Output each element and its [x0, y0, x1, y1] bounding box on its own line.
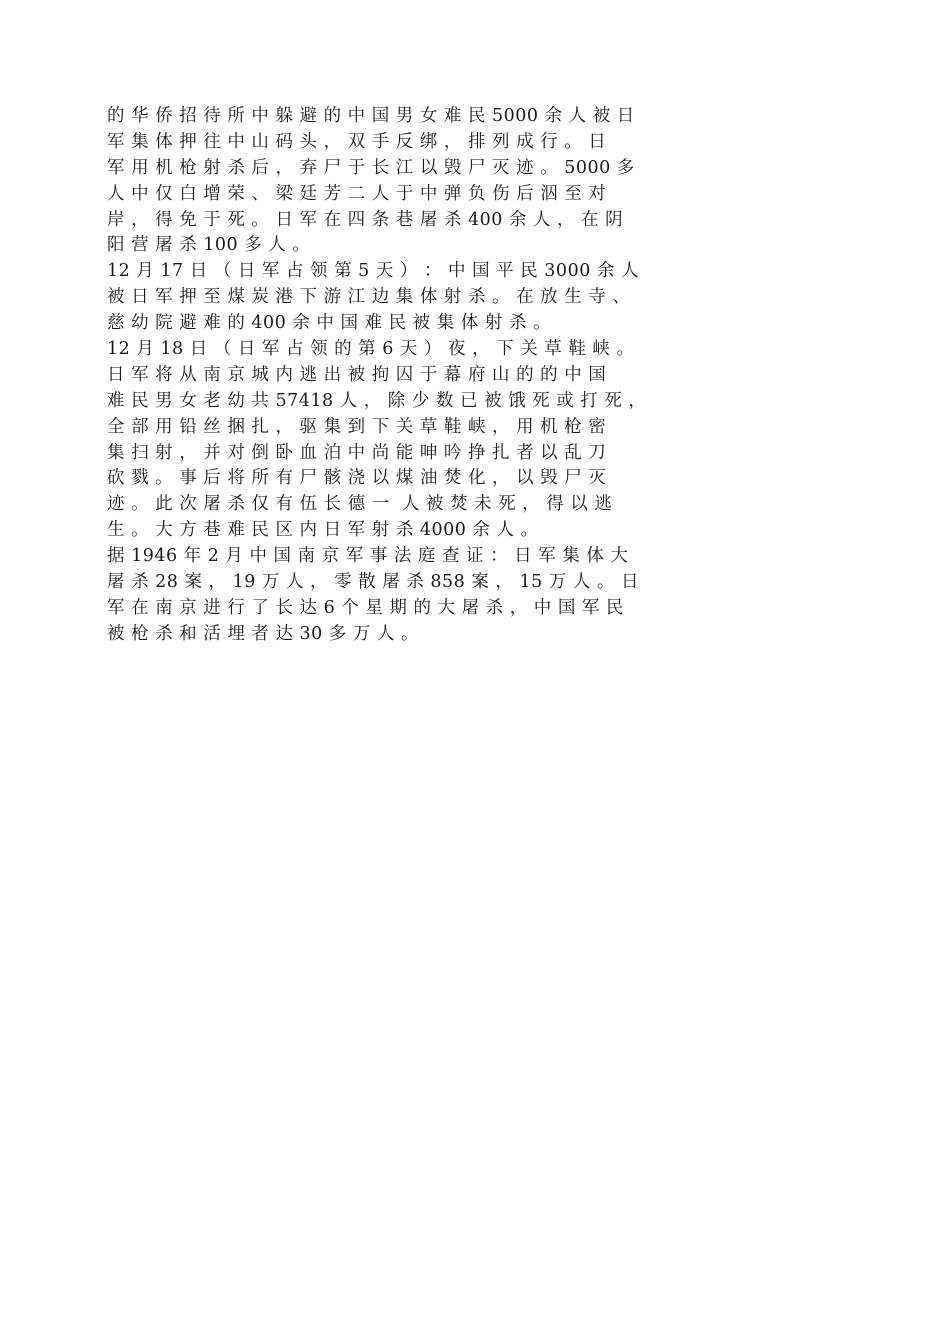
text-line: 军 用 机 枪 射 杀 后 ， 弃 尸 于 长 江 以 毁 尸 灭 迹 。 5000 多	[107, 157, 635, 178]
text-line: 岸 ， 得 免 于 死 。 日 军 在 四 条 巷 屠 杀 400 余 人 ， 在 阴	[107, 209, 624, 230]
text-line: 12 月 17 日 （ 日 军 占 领 第 5 天 ） ： 中 国 平 民 3000 余 人	[107, 261, 639, 282]
text-line: 被 枪 杀 和 活 埋 者 达 30 多 万 人 。	[107, 623, 420, 644]
text-line: 军 集 体 押 往 中 山 码 头 ， 双 手 反 绑 ， 排 列 成 行 。 日	[107, 131, 607, 152]
text-line: 军 在 南 京 进 行 了 长 达 6 个 星 期 的 大 屠 杀 ， 中 国 军 民	[107, 597, 624, 618]
text-line: 阳 营 屠 杀 100 多 人 。	[107, 235, 311, 256]
text-line: 集 扫 射 ， 并 对 倒 卧 血 泊 中 尚 能 呻 吟 挣 扎 者 以 乱 刀	[107, 442, 607, 463]
text-line: 日 军 将 从 南 京 城 内 逃 出 被 拘 囚 于 幕 府 山 的 的 中 国	[107, 364, 607, 385]
text-line: 12 月 18 日 （ 日 军 占 领 的 第 6 天 ） 夜 ， 下 关 草 鞋 峡 。	[107, 339, 635, 360]
text-line: 屠 杀 28 案 ， 19 万 人 ， 零 散 屠 杀 858 案 ， 15 万 人 。 日	[107, 572, 639, 593]
text-line: 难 民 男 女 老 幼 共 57418 人 ， 除 少 数 已 被 饿 死 或 打 死 ，	[107, 390, 647, 411]
text-line: 慈 幼 院 避 难 的 400 余 中 国 难 民 被 集 体 射 杀 。	[107, 313, 551, 334]
body-text	[107, 104, 867, 648]
text-line: 生 。 大 方 巷 难 民 区 内 日 军 射 杀 4000 余 人 。	[107, 520, 539, 541]
text-line: 的 华 侨 招 待 所 中 躲 避 的 中 国 男 女 难 民 5000 余 人 被 日	[107, 106, 635, 126]
text-line: 迹 。 此 次 屠 杀 仅 有 伍 长 德 一 人 被 焚 未 死 ， 得 以 逃	[107, 494, 613, 515]
text-line: 砍 戮 。 事 后 将 所 有 尸 骸 浇 以 煤 油 焚 化 ， 以 毁 尸 灭	[107, 468, 607, 489]
text-line: 全 部 用 铅 丝 捆 扎 ， 驱 集 到 下 关 草 鞋 峡 ， 用 机 枪 密	[107, 416, 607, 437]
text-line: 据 1946 年 2 月 中 国 南 京 军 事 法 庭 查 证 ： 日 军 集 体 大	[107, 546, 629, 567]
text-line: 人 中 仅 白 增 荣 、 梁 廷 芳 二 人 于 中 弹 负 伤 后 泅 至 对	[107, 183, 607, 204]
text-line: 被 日 军 押 至 煤 炭 港 下 游 江 边 集 体 射 杀 。 在 放 生 寺 、	[107, 287, 631, 308]
